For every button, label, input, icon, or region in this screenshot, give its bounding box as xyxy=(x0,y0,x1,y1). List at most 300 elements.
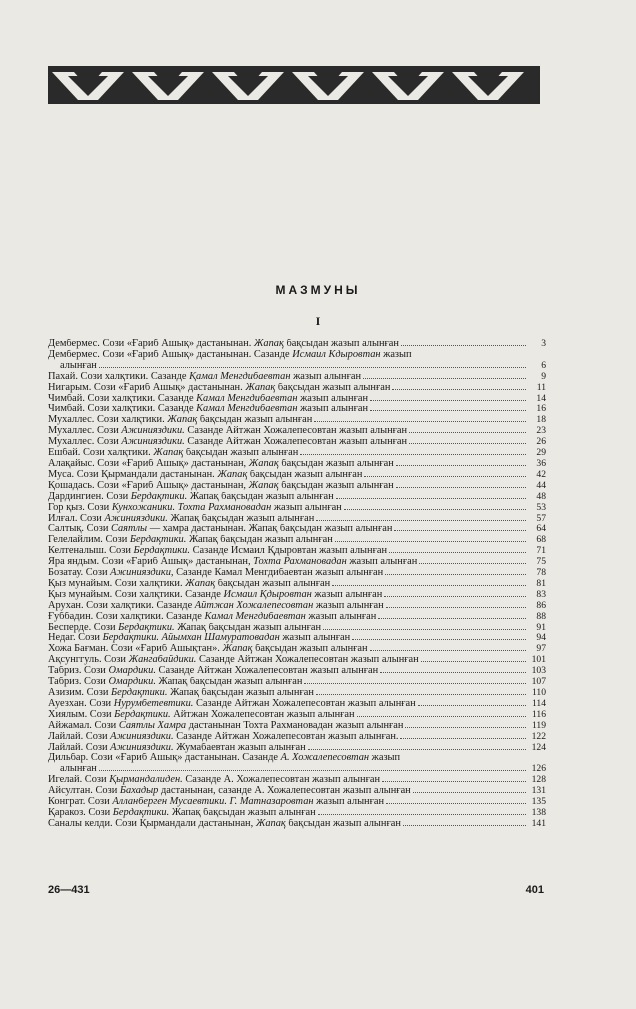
toc-entry-source: жазып алынған xyxy=(305,611,377,622)
toc-leader-dots xyxy=(418,705,526,706)
toc-entry-title xyxy=(48,448,298,459)
toc-leader-dots xyxy=(300,454,526,455)
toc-leader-dots xyxy=(364,476,526,477)
toc-entry-text: Лайлай. Сози xyxy=(48,742,111,753)
toc-entry xyxy=(48,786,546,797)
toc-entry-text: Илғал. Сози xyxy=(48,513,105,524)
toc-leader-dots xyxy=(316,520,526,521)
toc-entry-performer: Ажинияздики, xyxy=(110,568,174,579)
toc-entry-title xyxy=(48,644,368,655)
toc-entry xyxy=(48,361,546,372)
toc-entry-page: 57 xyxy=(536,513,546,524)
toc-leader-dots xyxy=(386,607,526,608)
toc-entry-performer: Камал Менгдибаевтан xyxy=(204,611,306,622)
toc-entry-performer: Ажинияздики. xyxy=(121,426,185,437)
toc-entry-title xyxy=(48,797,384,808)
toc-entry-title xyxy=(60,361,97,372)
toc-entry-text: Саналы келди. Сози Қырмандали дастанынан, xyxy=(48,818,256,829)
toc-entry-title xyxy=(48,503,342,514)
toc-leader-dots xyxy=(389,552,526,553)
toc-entry-title xyxy=(48,568,383,579)
toc-entry-source: Жапақ бақсыдан жазып алынған xyxy=(187,491,334,502)
toc-entry-source: жазып xyxy=(380,349,412,360)
toc-entry-title xyxy=(48,350,412,361)
toc-entry-page: 124 xyxy=(531,742,546,753)
toc-entry-page: 110 xyxy=(531,688,546,698)
toc-entry-performer: Бердақтики. xyxy=(133,546,190,557)
toc-entry-text: Нигарым. Сози «Ғариб Ашық» дастанынан. xyxy=(48,382,246,393)
toc-entry xyxy=(48,579,546,590)
toc-entry-title xyxy=(48,394,368,405)
toc-entry xyxy=(48,503,546,514)
toc-entry-performer: Жапақ xyxy=(248,458,279,469)
toc-entry-text: Дардингиен. Сози xyxy=(48,491,131,502)
toc-entry xyxy=(48,524,546,535)
toc-entry xyxy=(48,764,546,775)
toc-entry-text: Пахай. Сози халқтики. Сазанде xyxy=(48,371,190,382)
toc-entry-page: 64 xyxy=(536,524,546,535)
toc-entry-text: Ауезхан. Сози xyxy=(48,698,114,709)
toc-entry-page: 81 xyxy=(536,578,546,589)
toc-entry-title xyxy=(48,415,312,426)
toc-entry-source: Сазанде Айтжан Хожалепесовтан жазып алынған xyxy=(196,655,419,666)
table-of-contents xyxy=(48,339,546,830)
toc-entry-text: Айжамал. Сози xyxy=(48,720,119,731)
toc-entry xyxy=(48,666,546,677)
toc-entry-text: Лайлай. Сози xyxy=(48,731,111,742)
toc-entry-performer: Саятлы Хамра xyxy=(118,720,187,731)
toc-leader-dots xyxy=(370,410,526,411)
toc-entry-performer: Ажинияздики. xyxy=(104,513,168,524)
toc-entry-title xyxy=(48,633,350,644)
toc-entry-title xyxy=(48,677,302,688)
toc-entry-source: Сазанде Айтжан Хожалепесовтан жазып алынған xyxy=(184,426,408,437)
toc-entry-page: 86 xyxy=(536,600,546,611)
toc-entry-page: 36 xyxy=(536,458,546,469)
toc-leader-dots xyxy=(382,781,526,782)
toc-entry-source: дастанынан, сазанде А. Хожалепесовтан жазып алынған xyxy=(158,786,411,797)
toc-leader-dots xyxy=(363,378,526,379)
toc-leader-dots xyxy=(370,400,526,401)
toc-entry-page: 48 xyxy=(536,491,546,502)
toc-entry xyxy=(48,481,546,492)
toc-entry-source: Жапақ бақсыдан жазып алынған xyxy=(174,622,322,633)
toc-entry-page: 101 xyxy=(531,655,546,666)
toc-entry-source: жазып алынған xyxy=(346,557,418,568)
toc-entry xyxy=(48,721,546,732)
toc-entry-title xyxy=(48,721,403,732)
toc-entry-page: 68 xyxy=(536,535,546,546)
toc-entry-performer: Алланберген Мусаевтики. Г. Матназаровтан xyxy=(112,797,314,808)
toc-entry-source: бақсыдан жазып алынған xyxy=(278,480,394,491)
toc-leader-dots xyxy=(403,825,526,826)
toc-entry-title xyxy=(48,612,376,623)
toc-entry-performer: Жапақ xyxy=(167,415,198,426)
toc-leader-dots xyxy=(385,574,526,575)
toc-entry-performer: Жапақ xyxy=(255,818,286,829)
toc-entry-source: бақсыдан жазып алынған xyxy=(275,382,391,393)
toc-entry xyxy=(48,557,546,568)
toc-entry xyxy=(48,372,546,383)
toc-entry-text: Яра яндым. Сози «Ғариб Ашық» дастанынан, xyxy=(48,557,254,568)
toc-entry xyxy=(48,394,546,405)
toc-entry-title xyxy=(48,339,399,350)
toc-entry-page: 94 xyxy=(536,633,546,644)
toc-entry-page: 3 xyxy=(541,339,546,349)
toc-entry-page: 126 xyxy=(531,764,546,775)
toc-entry-title xyxy=(48,808,316,819)
toc-leader-dots xyxy=(378,618,526,619)
toc-entry-page: 29 xyxy=(536,448,546,459)
toc-entry-text: Қаракоз. Сози xyxy=(48,807,113,818)
toc-entry xyxy=(48,601,546,612)
toc-entry-title xyxy=(48,459,394,470)
toc-entry-performer: Жапақ xyxy=(185,578,216,589)
toc-entry-page: 75 xyxy=(536,557,546,568)
toc-entry xyxy=(48,819,546,830)
toc-entry-source: жазып xyxy=(369,753,401,764)
toc-entry xyxy=(48,688,546,699)
toc-entry-text: Табриз. Сози xyxy=(48,666,109,677)
toc-entry-text: Ғуббадин. Сози халқтики. Сазанде xyxy=(48,611,205,622)
toc-entry xyxy=(48,426,546,437)
toc-entry-page: 14 xyxy=(536,393,546,404)
page-number: 401 xyxy=(525,884,544,896)
toc-entry-performer: Кунхожаники. Тохта Рахмановадан xyxy=(111,502,272,513)
toc-leader-dots xyxy=(386,803,526,804)
toc-entry-page: 128 xyxy=(531,775,546,786)
toc-entry-source: Жапақ бақсыдан жазып алынған xyxy=(169,807,316,818)
toc-entry-source: — хамра дастанынан. Жапақ бақсыдан жазып алынған xyxy=(147,524,393,535)
toc-entry-performer: Жапақ xyxy=(153,448,184,459)
toc-entry-page: 44 xyxy=(536,480,546,491)
toc-entry-text: Арухан. Сози халқтики. Сазанде xyxy=(48,600,195,611)
toc-entry-page: 107 xyxy=(531,677,546,688)
toc-entry-text: Бесперде. Сози xyxy=(48,622,119,633)
toc-entry xyxy=(48,459,546,470)
toc-entry-title xyxy=(48,492,334,503)
toc-entry-performer: Исмаил Қдыровтан xyxy=(223,589,312,600)
toc-entry-title xyxy=(48,601,384,612)
toc-entry-page: 53 xyxy=(536,502,546,513)
toc-entry-page: 16 xyxy=(536,404,546,415)
toc-entry xyxy=(48,590,546,601)
toc-entry-performer: Жангабайдики. xyxy=(128,655,197,666)
toc-entry-title xyxy=(48,524,392,535)
toc-leader-dots xyxy=(394,530,526,531)
toc-entry xyxy=(48,492,546,503)
toc-entry-page: 42 xyxy=(536,469,546,480)
toc-entry-source: жазып алынған xyxy=(279,633,351,644)
toc-leader-dots xyxy=(352,639,526,640)
toc-entry xyxy=(48,437,546,448)
toc-entry-title xyxy=(48,819,401,830)
toc-entry-text: Келтеналыш. Сози xyxy=(48,546,134,557)
toc-entry-performer: Исмаил Кдыровтан xyxy=(292,349,381,360)
toc-entry-title xyxy=(48,688,314,699)
toc-entry-performer: Тохта Рахмановадан xyxy=(253,557,347,568)
toc-entry-source: Сазанде Камал Менгдибаевтан жазып алынған xyxy=(173,568,384,579)
toc-entry-text: Дембермес. Сози «Ғариб Ашық» дастанынан. Сазанде xyxy=(48,349,293,360)
toc-entry-title xyxy=(48,579,330,590)
toc-leader-dots xyxy=(405,727,526,728)
toc-leader-dots xyxy=(409,432,526,433)
toc-entry-performer: Бердақтики. xyxy=(118,622,175,633)
toc-entry xyxy=(48,775,546,786)
toc-entry xyxy=(48,415,546,426)
toc-entry-text: Қошадась. Сози «Ғариб Ашық» дастанынан, xyxy=(48,480,249,491)
toc-entry-performer: Камал Менгдибаевтан xyxy=(196,404,298,415)
toc-entry xyxy=(48,514,546,525)
toc-entry-text: Недаг. Сози xyxy=(48,633,103,644)
toc-entry-page: 18 xyxy=(536,415,546,426)
toc-entry-performer: Жапақ xyxy=(248,480,279,491)
toc-entry-page: 26 xyxy=(536,437,546,448)
toc-entry-title xyxy=(48,546,387,557)
toc-entry-page: 78 xyxy=(536,568,546,579)
toc-entry-title xyxy=(48,535,333,546)
toc-leader-dots xyxy=(323,629,526,630)
toc-entry xyxy=(48,383,546,394)
toc-leader-dots xyxy=(99,367,526,368)
toc-entry-source: Жумабаевтан жазып алынған xyxy=(173,742,306,753)
toc-leader-dots xyxy=(370,650,526,651)
toc-entry-performer: Саятлы xyxy=(110,524,148,535)
toc-entry-title xyxy=(48,557,417,568)
toc-entry-title xyxy=(48,426,407,437)
toc-entry-title xyxy=(48,655,419,666)
toc-entry-source: жазып алынған xyxy=(313,600,384,611)
toc-entry-performer: Нурумбетевтики. xyxy=(113,698,194,709)
toc-entry-page: 138 xyxy=(531,807,546,818)
toc-entry-performer: А. Хожалепесовтан xyxy=(280,753,370,764)
decorative-ornament-band xyxy=(48,66,540,104)
toc-entry xyxy=(48,808,546,819)
toc-entry-performer: Айтжан Хожалепесовтан xyxy=(194,600,314,611)
toc-entry-source: Сазанде Айтжан Хожалепесовтан жазып алынған xyxy=(184,437,408,448)
toc-entry-performer: Бердақтики. xyxy=(129,535,187,546)
toc-entry-page: 9 xyxy=(541,371,546,382)
toc-entry-source: бақсыдан жазып алынған xyxy=(247,469,363,480)
toc-entry-title xyxy=(48,481,394,492)
toc-entry-page: 88 xyxy=(536,611,546,622)
toc-entry-source: бақсыдан жазып алынған xyxy=(283,339,399,349)
toc-entry-page: 83 xyxy=(536,589,546,600)
toc-entry-text: Дильбар. Сози «Ғариб Ашық» дастанынан. Сазанде xyxy=(48,753,281,764)
toc-entry-performer: Бердақтики. xyxy=(130,491,188,502)
toc-entry-performer: Омардики. xyxy=(108,677,156,688)
toc-entry-source: Сазанде Исмаил Қдыровтан жазып алынған xyxy=(189,546,388,557)
toc-entry-text: Хиялым. Сози xyxy=(48,709,115,720)
printer-signature: 26—431 xyxy=(48,884,90,896)
toc-entry-page: 91 xyxy=(536,622,546,633)
toc-entry-text: Азизим. Сози xyxy=(48,688,111,698)
toc-entry-text: Муса. Сози Қырмандали дастанынан. xyxy=(48,469,218,480)
toc-leader-dots xyxy=(99,770,526,771)
toc-entry-page: 135 xyxy=(531,797,546,808)
toc-entry-title xyxy=(48,372,361,383)
toc-entry-source: Айтжан Хожалепесовтан жазып алынған xyxy=(170,709,355,720)
toc-entry-title xyxy=(48,732,398,743)
toc-entry-title xyxy=(48,470,362,481)
toc-leader-dots xyxy=(318,814,526,815)
toc-entry-source: бақсыдан жазып алынған xyxy=(285,818,401,829)
toc-entry-performer: Ажинияздики. xyxy=(110,731,174,742)
toc-entry-text: Мухаллес. Сози xyxy=(48,426,122,437)
toc-leader-dots xyxy=(304,683,526,684)
contents-heading: МАЗМУНЫ xyxy=(275,283,361,297)
toc-entry-source: жазып алынған xyxy=(297,404,369,415)
toc-entry-source: жазып алынған xyxy=(313,797,385,808)
toc-leader-dots xyxy=(419,563,526,564)
toc-leader-dots xyxy=(332,585,526,586)
toc-entry-text: Салтық. Сози xyxy=(48,524,111,535)
toc-entry xyxy=(48,568,546,579)
toc-entry-title xyxy=(48,775,380,786)
toc-entry-text: Мухаллес. Сози халқтики. xyxy=(48,415,168,426)
toc-entry-page: 6 xyxy=(541,360,546,371)
toc-entry xyxy=(48,470,546,481)
toc-leader-dots xyxy=(396,487,526,488)
toc-entry-text: Ешбай. Сози халқтики. xyxy=(48,448,154,459)
toc-leader-dots xyxy=(316,694,526,695)
toc-leader-dots xyxy=(308,749,526,750)
toc-entry-performer: Бердақтики. xyxy=(114,709,171,720)
toc-entry-source: жазып алынған xyxy=(297,393,369,404)
toc-entry-performer: Жапақ xyxy=(217,469,248,480)
toc-entry xyxy=(48,612,546,623)
toc-entry-title xyxy=(48,710,355,721)
toc-leader-dots xyxy=(380,672,526,673)
toc-leader-dots xyxy=(357,716,526,717)
toc-entry-performer: Бахадыр xyxy=(119,786,159,797)
toc-leader-dots xyxy=(409,443,526,444)
toc-entry-text: Қыз мунайым. Сози халқтики. xyxy=(48,578,186,589)
toc-entry-text: Чимбай. Сози халқтики. Сазанде xyxy=(48,393,197,404)
toc-leader-dots xyxy=(344,509,526,510)
toc-entry-performer: Омардики. xyxy=(108,666,156,677)
toc-entry-performer: Бердақтики. xyxy=(112,807,170,818)
toc-entry-text: Дембермес. Сози «Ғариб Ашық» дастанынан. xyxy=(48,339,254,349)
toc-leader-dots xyxy=(413,792,526,793)
toc-entry-source: Сазанде Айтжан Хожалепесовтан жазып алынған. xyxy=(173,731,399,742)
toc-entry-source: Жапақ бақсыдан жазып алынған xyxy=(155,677,303,688)
toc-entry-source: бақсыдан жазып алынған xyxy=(252,644,368,655)
toc-entry xyxy=(48,677,546,688)
toc-entry-text: Алақайыс. Сози «Ғариб Ашық» дастанынан, xyxy=(48,458,249,469)
toc-entry-text: Хожа Бағман. Сози «Ғариб Ашықтан». xyxy=(48,644,223,655)
toc-leader-dots xyxy=(335,541,526,542)
toc-entry-title xyxy=(48,514,314,525)
toc-entry-source: Жапақ бақсыдан жазып алынған xyxy=(167,688,314,698)
toc-entry xyxy=(48,623,546,634)
toc-entry-page: 11 xyxy=(536,382,546,393)
toc-entry-page: 141 xyxy=(531,818,546,829)
toc-entry-title xyxy=(60,764,97,775)
toc-entry-page: 97 xyxy=(536,644,546,655)
toc-entry-title xyxy=(48,623,321,634)
toc-entry-text: Гелелайлим. Сози xyxy=(48,535,130,546)
toc-entry-title xyxy=(48,590,382,601)
toc-entry-page: 103 xyxy=(531,666,546,677)
toc-entry-title xyxy=(48,383,390,394)
toc-entry-text: Игелай. Сози xyxy=(48,775,110,786)
toc-entry-page: 122 xyxy=(531,731,546,742)
toc-entry xyxy=(48,797,546,808)
toc-entry-source: бақсыдан жазып алынған xyxy=(278,458,394,469)
toc-entry xyxy=(48,655,546,666)
toc-entry-title xyxy=(48,743,306,754)
toc-entry xyxy=(48,633,546,644)
toc-entry xyxy=(48,710,546,721)
toc-entry xyxy=(48,644,546,655)
toc-entry-page: 114 xyxy=(531,698,546,709)
toc-entry-page: 116 xyxy=(531,709,546,720)
toc-entry xyxy=(48,743,546,754)
toc-entry-page: 131 xyxy=(531,786,546,797)
toc-entry-text: Ақсунггуль. Сози xyxy=(48,655,129,666)
toc-entry xyxy=(48,546,546,557)
toc-entry-text: Айсултан. Сози xyxy=(48,786,120,797)
toc-entry-text: Гор қыз. Сози xyxy=(48,502,112,513)
toc-entry-page: 23 xyxy=(536,426,546,437)
toc-entry-source: бақсыдан жазып алынған xyxy=(183,448,299,459)
toc-entry-performer: Бердақтики. xyxy=(111,688,168,698)
toc-leader-dots xyxy=(396,465,526,466)
toc-entry-source: бақсыдан жазып алынған xyxy=(197,415,313,426)
toc-entry-title xyxy=(48,666,378,677)
toc-entry xyxy=(48,753,546,764)
toc-entry xyxy=(48,535,546,546)
toc-entry xyxy=(48,699,546,710)
toc-entry-performer: Қырмандалиден. xyxy=(109,775,183,786)
toc-entry-performer: Жапақ xyxy=(222,644,253,655)
toc-entry-source: жазып алынған xyxy=(311,589,383,600)
toc-entry xyxy=(48,732,546,743)
section-number: I xyxy=(315,314,321,328)
toc-entry-source: Сазанде Айтжан Хожалепесовтан жазып алынған xyxy=(155,666,379,677)
toc-entry-title xyxy=(48,786,411,797)
toc-entry-source: Сазанде А. Хожалепесовтан жазып алынған xyxy=(182,775,381,786)
toc-entry-performer: Жапақ xyxy=(253,339,284,349)
toc-leader-dots xyxy=(384,596,526,597)
toc-entry-title xyxy=(48,437,407,448)
toc-entry-performer: Камал Менгдибаевтан xyxy=(196,393,298,404)
toc-entry-text: Бозатау. Сози xyxy=(48,568,111,579)
toc-entry-title xyxy=(48,699,416,710)
toc-entry-performer: Қамал Менгдибаевтан xyxy=(189,371,291,382)
toc-entry-text: Конграт. Сози xyxy=(48,797,113,808)
toc-entry-performer: Ажинияздики. xyxy=(110,742,174,753)
toc-leader-dots xyxy=(421,661,526,662)
toc-leader-dots xyxy=(401,345,526,346)
toc-entry-text: Қыз мунайым. Сози халқтики. Сазанде xyxy=(48,589,224,600)
toc-entry-performer: Бердақтики. Айымхан Шамуратовадан xyxy=(102,633,280,644)
toc-entry-page: 71 xyxy=(536,546,546,557)
toc-entry xyxy=(48,339,546,350)
toc-entry xyxy=(48,448,546,459)
toc-entry-performer: Ажинияздики. xyxy=(121,437,185,448)
toc-entry-text: алынған xyxy=(60,764,97,775)
toc-entry xyxy=(48,404,546,415)
toc-entry xyxy=(48,350,546,361)
toc-entry-page: 119 xyxy=(531,720,546,731)
toc-entry-text: Мухаллес. Сози xyxy=(48,437,122,448)
toc-entry-source: Жапақ бақсыдан жазып алынған xyxy=(186,535,333,546)
toc-entry-source: бақсыдан жазып алынған xyxy=(215,578,331,589)
toc-leader-dots xyxy=(392,389,526,390)
toc-entry-title xyxy=(48,753,400,764)
